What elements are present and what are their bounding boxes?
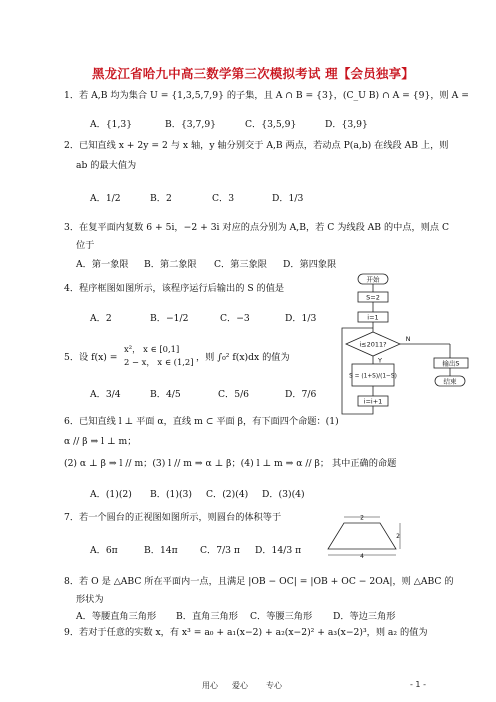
q3-stem-line2: 位于 (76, 240, 95, 251)
q6-option-b: B．(1)(3) (150, 489, 192, 500)
q2-option-a: A．1/2 (90, 193, 121, 204)
program-flowchart (338, 272, 484, 438)
q6-props-2-4: (2) α ⊥ β ⇒ l // m；(3) l // m ⇒ α ⊥ β；(4) l ⊥ m ⇒ α // β； 其中正确的命题 (64, 458, 397, 469)
q1-option-a: A．{1,3} (90, 119, 133, 130)
page-number: - 1 - (410, 680, 426, 689)
frustum-height: 2 (396, 533, 400, 540)
q7-option-a: A．6π (90, 545, 118, 556)
q4-option-b: B．−1/2 (150, 313, 189, 324)
q7-option-b: B．14π (144, 545, 178, 556)
q1-option-c: C．{3,5,9} (245, 119, 297, 130)
q1-option-b: B．{3,7,9} (165, 119, 217, 130)
q6-option-c: C．(2)(4) (206, 489, 249, 500)
q8-option-c: C．等腰三角形 (250, 611, 313, 622)
page-title: 黑龙江省哈九中高三数学第三次模拟考试 理【会员独享】 (91, 66, 415, 81)
q1-option-d: D．{3,9} (325, 119, 368, 130)
flow-assign-label: S = (1+S)/(1−S) (349, 373, 397, 380)
q8-stem-line1: 8．若 O 是 △ABC 所在平面内一点，且满足 |OB − OC| = |OB + OC − 2OA|，则 △ABC 的 (64, 576, 454, 587)
q5-option-b: B．4/5 (150, 389, 181, 400)
q1-stem: 1．若 A,B 均为集合 U = {1,3,5,7,9} 的子集，且 A ∩ B = {3}，(C_U B) ∩ A = {9}，则 A = (64, 90, 469, 101)
frustum-top-length: 2 (360, 514, 364, 522)
q8-option-a: A．等腰直角三角形 (76, 611, 157, 622)
q5-case-2: 2 − x， x ∈ (1,2] (124, 357, 194, 367)
q5-option-a: A．3/4 (90, 389, 121, 400)
q7-option-d: D．14/3 π (255, 545, 302, 556)
footer-right: 专心 (266, 681, 282, 690)
q3-option-b: B．第二象限 (144, 259, 197, 270)
q2-option-d: D．1/3 (272, 193, 304, 204)
flow-end-label: 结束 (443, 377, 457, 386)
footer-left: 用心 (202, 681, 218, 690)
q2-stem-line2: ab 的最大值为 (76, 160, 137, 171)
q7-option-c: C．7/3 π (200, 545, 240, 556)
q5-case-1: x²， x ∈ [0,1] (124, 344, 180, 354)
q8-stem-line2: 形状为 (76, 594, 104, 605)
q6-option-a: A．(1)(2) (90, 489, 132, 500)
flow-s-init-label: S=2 (366, 293, 380, 302)
q4-option-d: D．1/3 (285, 313, 317, 324)
flow-output-label: 输出S (442, 359, 460, 368)
frustum-front-view (322, 513, 402, 559)
q5-stem-post: ，则 ∫₀² f(x)dx 的值为 (196, 352, 290, 363)
flow-increment-label: i=i+1 (363, 397, 383, 406)
q4-stem: 4．程序框图如图所示，该程序运行后输出的 S 的值是 (64, 283, 285, 294)
q5-stem-pre: 5．设 f(x) = (64, 352, 118, 363)
q4-option-c: C．−3 (220, 313, 250, 324)
q6-option-d: D．(3)(4) (262, 489, 305, 500)
flow-condition-label: i≤2011? (359, 340, 387, 349)
q8-option-b: B．直角三角形 (176, 611, 238, 622)
q2-option-b: B．2 (150, 193, 172, 204)
flow-no-label: N (405, 335, 411, 343)
flow-start-label: 开始 (366, 275, 380, 284)
q2-option-c: C．3 (212, 193, 235, 204)
q4-option-a: A．2 (90, 313, 112, 324)
q6-prop-1: α // β ⇒ l ⊥ m； (64, 436, 137, 447)
q3-stem-line1: 3．在复平面内复数 6 + 5i，−2 + 3i 对应的点分别为 A,B，若 C 为线段 AB 的中点，则点 C (64, 222, 450, 233)
q9-stem: 9．若对于任意的实数 x，有 x³ = a₀ + a₁(x−2) + a₂(x−2)² + a₃(x−2)³，则 a₂ 的值为 (64, 627, 428, 638)
q7-stem: 7．若一个圆台的正视图如图所示，则圆台的体积等于 (64, 512, 282, 523)
footer-mid: 爱心 (232, 681, 248, 690)
q8-option-d: D．等边三角形 (333, 611, 396, 622)
frustum-bottom-length: 4 (360, 553, 364, 559)
q3-option-d: D．第四象限 (283, 259, 337, 270)
q5-option-c: C．5/6 (218, 389, 250, 400)
flow-yes-label: Y (378, 356, 382, 365)
q2-stem-line1: 2．已知直线 x + 2y = 2 与 x 轴，y 轴分别交于 A,B 两点，若动点 P(a,b) 在线段 AB 上，则 (64, 140, 449, 151)
q3-option-c: C．第三象限 (214, 259, 267, 270)
q3-option-a: A．第一象限 (76, 259, 129, 270)
q6-stem: 6．已知直线 l ⊥ 平面 α，直线 m ⊂ 平面 β，有下面四个命题：(1) (64, 416, 339, 427)
q5-option-d: D．7/6 (285, 389, 317, 400)
flow-i-init-label: i=1 (367, 313, 379, 322)
